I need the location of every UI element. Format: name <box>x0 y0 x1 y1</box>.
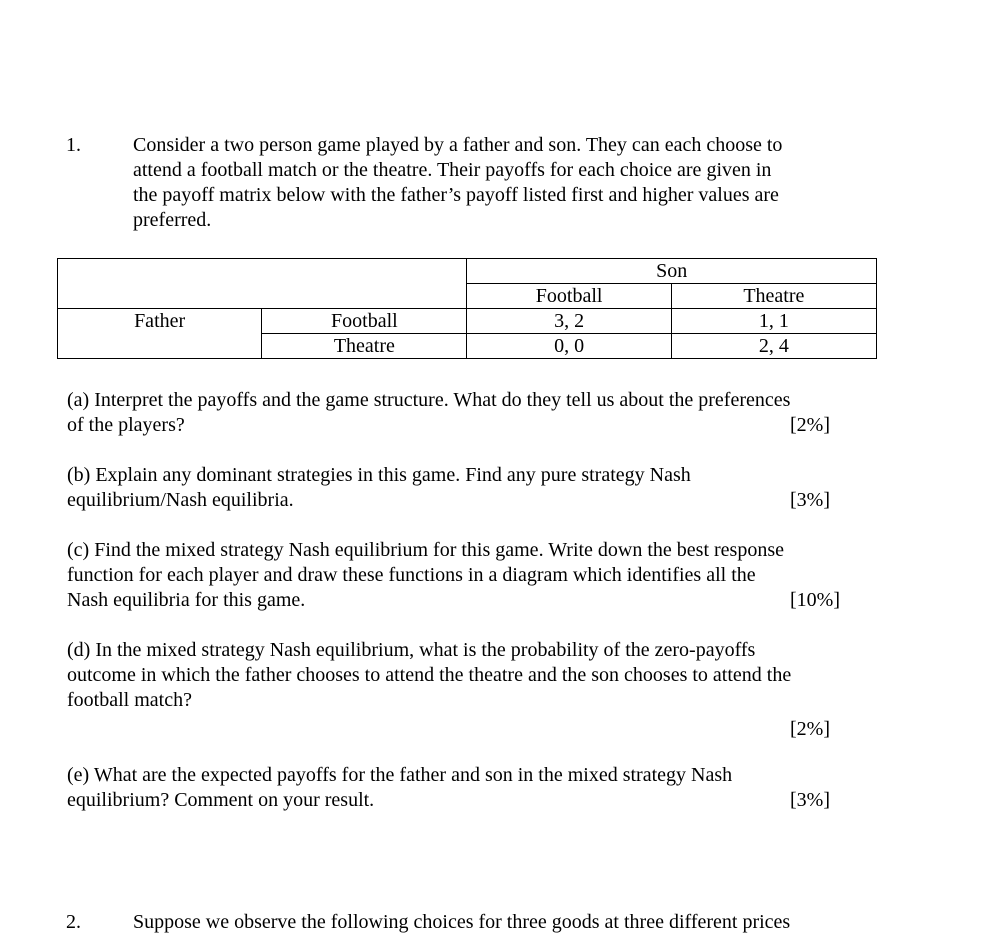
part-b-mark: [3%] <box>790 489 830 511</box>
column-player-header: Son <box>467 259 877 284</box>
row-player-header: Father <box>58 309 262 359</box>
part-c-mark: [10%] <box>790 589 840 611</box>
intro-line: preferred. <box>133 209 212 231</box>
part-b-line: equilibrium/Nash equilibria. <box>67 489 294 511</box>
part-e-line: equilibrium? Comment on your result. <box>67 789 375 811</box>
part-c-line: function for each player and draw these functions in a diagram which identifies all the <box>67 564 756 586</box>
payoff-matrix <box>57 258 877 359</box>
question-2-text: Suppose we observe the following choices for three goods at three different prices <box>133 911 791 933</box>
intro-line: Consider a two person game played by a father and son. They can each choose to <box>133 134 783 156</box>
part-e-mark: [3%] <box>790 789 830 811</box>
part-d <box>67 638 830 742</box>
part-c <box>67 538 840 613</box>
part-d-mark: [2%] <box>790 718 830 740</box>
part-a <box>67 388 857 438</box>
intro-line: attend a football match or the theatre. Their payoffs for each choice are given in <box>133 159 772 181</box>
part-d-line: (d) In the mixed strategy Nash equilibrium, what is the probability of the zero-payoffs <box>67 639 756 661</box>
part-b <box>67 463 830 513</box>
father-strategy-theatre: Theatre <box>262 334 467 359</box>
son-strategy-theatre: Theatre <box>671 284 876 309</box>
payoff-cell: 2, 4 <box>671 334 876 359</box>
question-number: 1. <box>66 134 81 156</box>
part-a-line: of the players? <box>67 414 185 436</box>
son-strategy-football: Football <box>467 284 671 309</box>
part-d-line: outcome in which the father chooses to attend the theatre and the son chooses to attend the <box>67 664 792 686</box>
payoff-cell: 0, 0 <box>467 334 671 359</box>
question-2 <box>66 910 791 935</box>
part-e <box>67 763 830 813</box>
part-a-mark: [2%] <box>790 414 830 436</box>
part-c-line: (c) Find the mixed strategy Nash equilibrium for this game. Write down the best response <box>67 539 785 561</box>
father-strategy-football: Football <box>262 309 467 334</box>
part-c-line: Nash equilibria for this game. <box>67 589 306 611</box>
part-e-line: (e) What are the expected payoffs for the father and son in the mixed strategy Nash <box>67 764 733 786</box>
part-a-line: (a) Interpret the payoffs and the game structure. What do they tell us about the preferences <box>67 389 791 411</box>
payoff-cell: 3, 2 <box>467 309 671 334</box>
empty-corner-cell <box>58 259 467 309</box>
question-intro <box>133 133 863 233</box>
part-b-line: (b) Explain any dominant strategies in this game. Find any pure strategy Nash <box>67 464 691 486</box>
intro-line: the payoff matrix below with the father’s payoff listed first and higher values are <box>133 184 779 206</box>
question-2-number: 2. <box>66 911 81 933</box>
part-d-line: football match? <box>67 689 192 711</box>
payoff-cell: 1, 1 <box>671 309 876 334</box>
